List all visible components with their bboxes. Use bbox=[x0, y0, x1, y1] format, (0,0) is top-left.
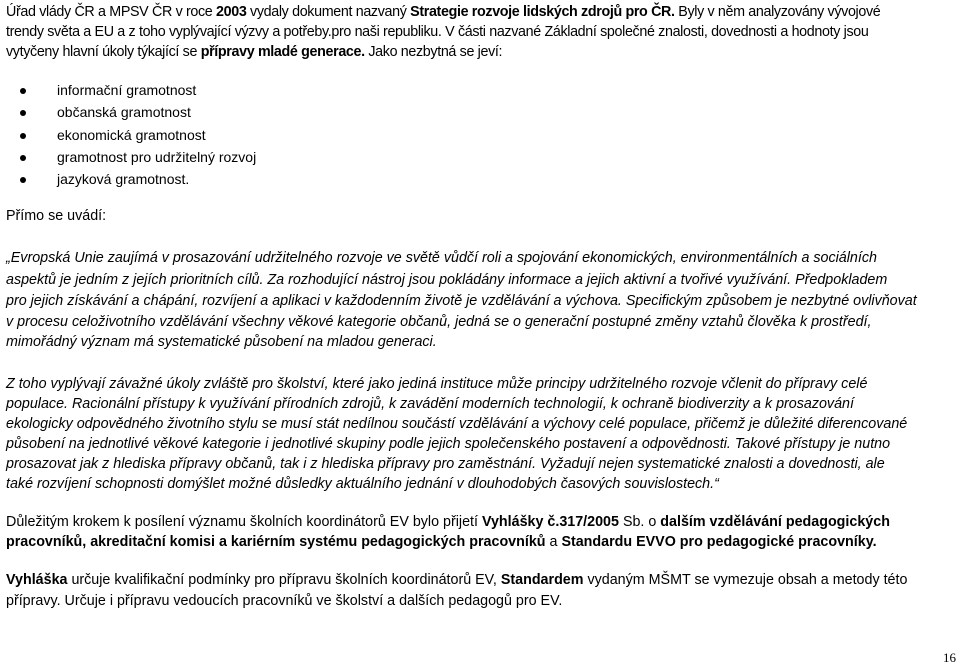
page-number: 16 bbox=[943, 650, 956, 665]
quote-line: prosazovat jak z hlediska přípravy občanů, tak i z hlediska přípravy pro zaměstnání. Vyžadují nejen systematické znalosti a dovednosti, ale bbox=[6, 456, 885, 472]
quote-line: „Evropská Unie zaujímá v prosazování udržitelného rozvoje ve světě vůdčí roli a spojování ekonomických, environmentálních a sociálních bbox=[6, 250, 877, 266]
list-item: gramotnost pro udržitelný rozvoj bbox=[20, 147, 256, 169]
quote-line: působení na jednotlivé věkové kategorie i jednotlivé skupiny podle jejich společenského postavení a odpovědnosti. Takové přístupy je nutno bbox=[6, 436, 891, 452]
paragraph-3-line-2: pracovníků, akreditační komisi a kariérním systému pedagogických pracovníků a Standardu EVVO pro pedagogické pracovníky. bbox=[6, 534, 877, 550]
quote-line: populace. Racionální přístupy k využívání přírodních zdrojů, k zavádění moderních technologií, k ochraně biodiverzity a k prosazování bbox=[6, 396, 854, 412]
list-item: občanská gramotnost bbox=[20, 102, 256, 124]
paragraph-3-line-1: Důležitým krokem k posílení významu školních koordinátorů EV bylo přijetí Vyhlášky č.317/2005 Sb. o dalším vzdělávání pedagogických bbox=[6, 514, 890, 530]
quote-line: pro jejich získávání a chápání, rozvíjení a aplikaci v každodenním životě je vzdělávání a výchova. Specifickým způsobem je nezbytné ovlivňovat bbox=[6, 293, 917, 309]
bullet-list bbox=[20, 80, 256, 191]
list-item: jazyková gramotnost. bbox=[20, 169, 256, 191]
list-item: informační gramotnost bbox=[20, 80, 256, 102]
quote-intro: Přímo se uvádí: bbox=[6, 208, 107, 224]
quote-line: ekologicky odpovědného životního stylu se musí stát nedílnou součástí vzdělávání a výchovy celé populace, přičemž je důležité diferencované bbox=[6, 416, 908, 432]
paragraph-4-line-1: Vyhláška určuje kvalifikační podmínky pro přípravu školních koordinátorů EV, Standardem vydaným MŠMT se vymezuje obsah a metody této bbox=[6, 572, 908, 588]
intro-line-3: vytyčeny hlavní úkoly týkající se přípravy mladé generace. Jako nezbytná se jeví: bbox=[6, 44, 503, 60]
quote-line: aspektů je jedním z jejích prioritních cílů. Za rozhodující nástroj jsou pokládány informace a jejich aktivní a tvořivé využívání. Předpokladem bbox=[6, 272, 888, 288]
quote-line: mimořádný význam má systematické působení na mladou generaci. bbox=[6, 334, 437, 350]
intro-line-2: trendy světa a EU a z toho vyplývající výzvy a potřeby.pro naši republiku. V části nazvané Základní společné znalosti, dovednosti a hodnoty jsou bbox=[6, 24, 869, 40]
quote-line: Z toho vyplývají závažné úkoly zvláště pro školství, které jako jediná instituce může principy udržitelného rozvoje včlenit do přípravy celé bbox=[6, 376, 868, 392]
intro-line-1: Úřad vlády ČR a MPSV ČR v roce 2003 vydaly dokument nazvaný Strategie rozvoje lidských zdrojů pro ČR. Byly v něm analyzovány vývojové bbox=[6, 4, 881, 20]
quote-line: v procesu celoživotního vzdělávání všechny věkové kategorie občanů, jedná se o generační postupné změny vztahů člověka k prostředí, bbox=[6, 314, 872, 330]
list-item: ekonomická gramotnost bbox=[20, 125, 256, 147]
quote-line: také rozvíjení schopnosti domýšlet možné důsledky aktuálního jednání v dlouhodobých časových souvislostech.“ bbox=[6, 476, 719, 492]
paragraph-4-line-2: přípravy. Určuje i přípravu vedoucích pracovníků ve školství a dalších pedagogů pro EV. bbox=[6, 593, 563, 609]
